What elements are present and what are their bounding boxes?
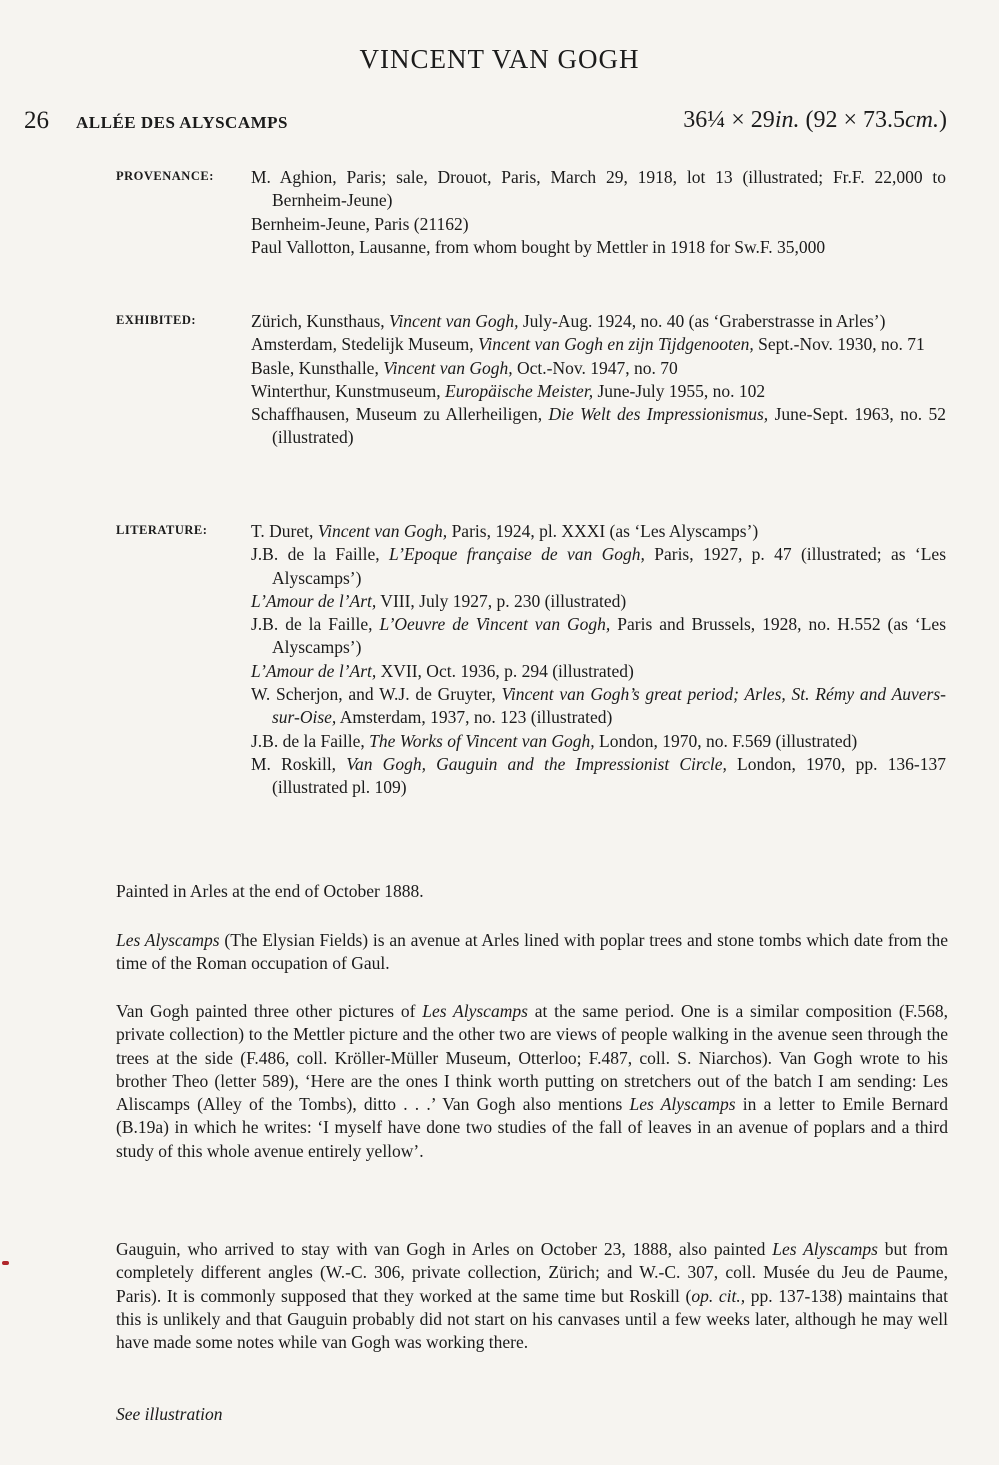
literature-label: LITERATURE: — [116, 523, 208, 537]
note-paragraph-alyscamps: Les Alyscamps (The Elysian Fields) is an avenue at Arles lined with poplar trees and stone tombs which date from the time of the Roman occupation of Gaul. — [116, 930, 948, 974]
lot-header — [24, 107, 947, 139]
provenance-label: PROVENANCE: — [116, 169, 214, 183]
note-paragraph-other-versions: Van Gogh painted three other pictures of Les Alyscamps at the same period. One is a similar composition (F.568, private collection) to the Mettler picture and the other two are views of people walking in the avenue seen through the trees at the side (F.486, coll. Kröller-Müller Museum, Otterloo; F.487, coll. S. Niarchos). Van Gogh wrote to his brother Theo (letter 589), ‘Here are the ones I think worth putting on stretchers out of the batch I am sending: Les Aliscamps (Alley of the Tombs), ditto . . .’ Van Gogh also mentions Les Alyscamps in a letter to Emile Bernard (B.19a) in which he writes: ‘I myself have done two studies of the fall of leaves in an avenue of poplars and a third study of this whole avenue entirely yellow’. — [116, 1001, 948, 1161]
literature-entry: J.B. de la Faille, L’Oeuvre de Vincent van Gogh, Paris and Brussels, 1928, no. H.552 (as ‘Les Alyscamps’) — [251, 614, 947, 658]
literature-entry: M. Roskill, Van Gogh, Gauguin and the Impressionist Circle, London, 1970, pp. 136-137 (illustrated pl. 109) — [251, 753, 946, 798]
exhibited-label: EXHIBITED: — [116, 313, 197, 327]
literature-entry: W. Scherjon, and W.J. de Gruyter, Vincent van Gogh’s great period; Arles, St. Rémy and Auvers-sur-Oise, Amsterdam, 1937, no. 123 (illustrated) — [251, 684, 947, 728]
exhibition-entry: Winterthur, Kunstmuseum, Europäische Meister, June-July 1955, no. 102 — [251, 380, 766, 401]
literature-entry: J.B. de la Faille, L’Epoque française de van Gogh, Paris, 1927, p. 47 (illustrated; as ‘Les Alyscamps’) — [251, 544, 947, 588]
margin-mark — [2, 1261, 9, 1265]
dimensions-centimetres: (92 × 73.5 — [799, 107, 906, 133]
provenance-entry: Bernheim-Jeune, Paris (21162) — [251, 213, 469, 234]
literature-entry: L’Amour de l’Art, VIII, July 1927, p. 230 (illustrated) — [251, 590, 627, 611]
exhibition-entry: Zürich, Kunsthaus, Vincent van Gogh, July-Aug. 1924, no. 40 (as ‘Graberstrasse in Arles’) — [251, 311, 886, 331]
see-illustration-caption: See illustration — [116, 1404, 223, 1424]
literature-entry: J.B. de la Faille, The Works of Vincent van Gogh, London, 1970, no. F.569 (illustrated) — [251, 730, 858, 751]
exhibited-entries — [251, 310, 946, 450]
artist-heading: VINCENT VAN GOGH — [359, 44, 640, 74]
lot-dimensions — [683, 107, 947, 134]
exhibition-entry: Amsterdam, Stedelijk Museum, Vincent van Gogh en zijn Tijdgenooten, Sept.-Nov. 1930, no. 71 — [251, 334, 925, 355]
provenance-entries — [251, 166, 946, 259]
dimensions-inches: 36¼ × 29 — [683, 107, 775, 133]
exhibition-entry: Basle, Kunsthalle, Vincent van Gogh, Oct.-Nov. 1947, no. 70 — [251, 357, 678, 378]
provenance-entry: M. Aghion, Paris; sale, Drouot, Paris, March 29, 1918, lot 13 (illustrated; Fr.F. 22,000 to Bernheim-Jeune) — [251, 167, 946, 211]
dimensions-close: ) — [939, 107, 947, 133]
literature-entry: T. Duret, Vincent van Gogh, Paris, 1924, pl. XXXI (as ‘Les Alyscamps’) — [251, 521, 759, 541]
provenance-entry: Paul Vallotton, Lausanne, from whom bought by Mettler in 1918 for Sw.F. 35,000 — [251, 236, 826, 257]
dimensions-inch-unit: in. — [774, 107, 800, 133]
lot-number: 26 — [24, 107, 49, 134]
lot-title: ALLÉE DES ALYSCAMPS — [76, 113, 288, 132]
note-paragraph-date: Painted in Arles at the end of October 1888. — [116, 881, 424, 901]
literature-entries — [251, 520, 946, 800]
exhibition-entry: Schaffhausen, Museum zu Allerheiligen, Die Welt des Impressionismus, June-Sept. 1963, no. 52 (illustrated) — [251, 404, 946, 448]
literature-entry: L’Amour de l’Art, XVII, Oct. 1936, p. 294 (illustrated) — [251, 660, 634, 681]
note-paragraph-gauguin: Gauguin, who arrived to stay with van Gogh in Arles on October 23, 1888, also painted Les Alyscamps but from completely different angles (W.-C. 306, private collection, Zürich; and W.-C. 307, coll. Musée du Jeu de Paume, Paris). It is commonly supposed that they worked at the same time but Roskill (op. cit., pp. 137-138) maintains that this is unlikely and that Gauguin probably did not start on his canvases until a few weeks later, although he may well have made some notes while van Gogh was working there. — [116, 1239, 949, 1353]
dimensions-cm-unit: cm. — [905, 107, 939, 133]
